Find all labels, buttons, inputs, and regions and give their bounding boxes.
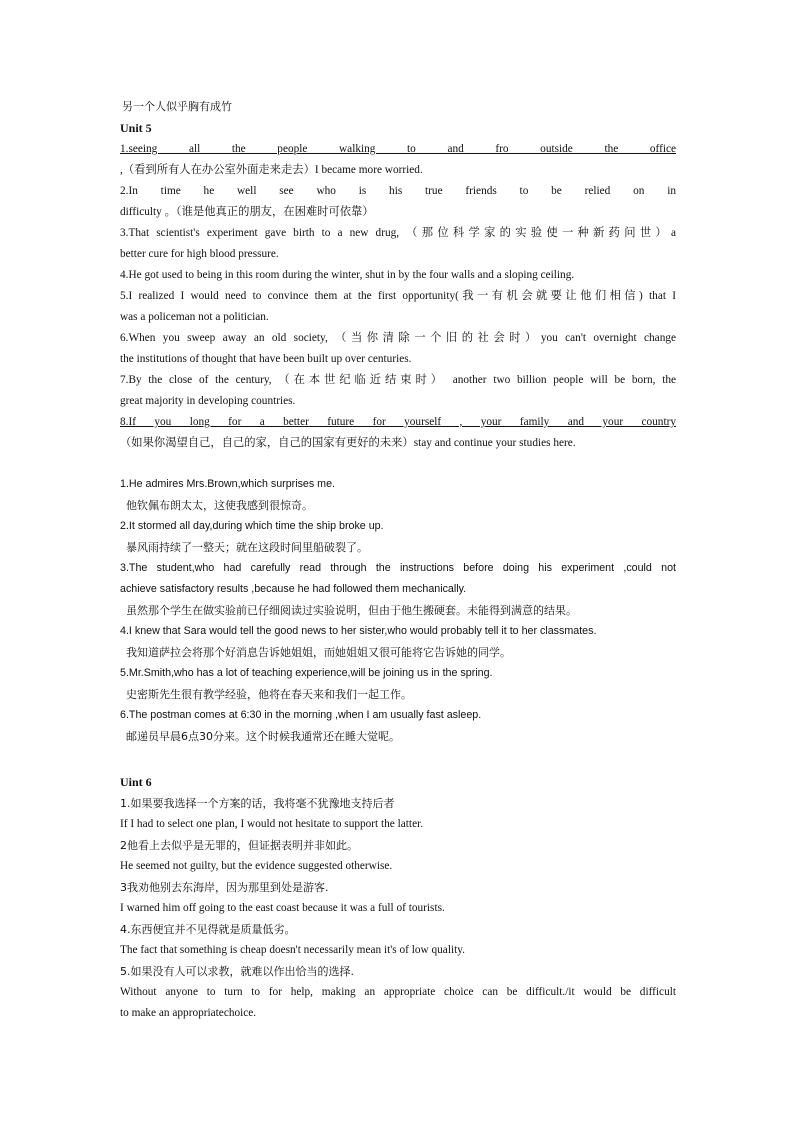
sentence-line: （如果你渴望自己，自己的家，自己的国家有更好的未来）stay and continue your studies here. <box>120 437 576 449</box>
clause-english: 5.Mr.Smith,who has a lot of teaching experience,will be joining us in the spring. <box>120 667 493 679</box>
unit6-translation-list <box>120 793 676 1024</box>
section-gap <box>120 454 676 474</box>
clause-list <box>120 474 676 747</box>
page-content <box>120 96 676 1024</box>
translation-chinese: 2他看上去似乎是无罪的，但证据表明并非如此。 <box>120 839 358 852</box>
translation-english: I warned him off going to the east coast because it was a full of tourists. <box>120 902 445 914</box>
sentence-line: ,（看到所有人在办公室外面走来走去）I became more worried. <box>120 164 423 176</box>
clause-chinese: 他钦佩布朗太太，这使我感到很惊奇。 <box>126 499 313 512</box>
sentence-line: better cure for high blood pressure. <box>120 248 279 260</box>
clause-chinese: 虽然那个学生在做实验前已仔细阅读过实验说明，但由于他生搬硬套。未能得到满意的结果。 <box>126 604 577 617</box>
sentence-line: 4.He got used to being in this room during the winter, shut in by the four walls and a sloping ceiling. <box>120 269 575 281</box>
section-gap <box>120 747 676 771</box>
sentence-line: was a policeman not a politician. <box>120 311 269 323</box>
unit5-sentence-list <box>120 139 676 454</box>
sentence-line: difficulty 。（谁是他真正的朋友，在困难时可依靠） <box>120 206 374 218</box>
translation-chinese: 1.如果要我选择一个方案的话，我将毫不犹豫地支持后者 <box>120 797 395 810</box>
translation-chinese: 4.东西便宜并不见得就是质量低劣。 <box>120 923 296 936</box>
sentence-line: the institutions of thought that have been built up over centuries. <box>120 353 412 365</box>
sentence-line: great majority in developing countries. <box>120 395 296 407</box>
sentence-line: 3.That scientist's experiment gave birth to a new drug, （那位科学家的实验使一种新药问世）a <box>120 227 676 239</box>
sentence-line: 5.I realized I would need to convince them at the first opportunity(我一有机会就要让他们相信) that I <box>120 290 676 302</box>
translation-chinese: 5.如果没有人可以求教，就难以作出恰当的选择. <box>120 965 354 978</box>
translation-english: He seemed not guilty, but the evidence suggested otherwise. <box>120 860 393 872</box>
intro-line: 另一个人似乎胸有成竹 <box>122 100 232 113</box>
clause-chinese: 我知道萨拉会将那个好消息告诉她姐姐，而她姐姐又很可能将它告诉她的同学。 <box>126 646 511 659</box>
clause-english: achieve satisfactory results ,because he had followed them mechanically. <box>120 583 467 595</box>
clause-chinese: 暴风雨持续了一整天；就在这段时间里船破裂了。 <box>126 541 368 554</box>
translation-english: Without anyone to turn to for help, making an appropriate choice can be difficult./it would be difficult <box>120 986 676 998</box>
clause-english: 3.The student,who had carefully read through the instructions before doing his experiment ,could not <box>120 562 676 574</box>
translation-chinese: 3我劝他别去东海岸，因为那里到处是游客. <box>120 881 329 894</box>
unit6-heading: Uint 6 <box>120 775 152 789</box>
clause-english: 2.It stormed all day,during which time the ship broke up. <box>120 520 384 532</box>
translation-english: to make an appropriatechoice. <box>120 1007 257 1019</box>
clause-chinese: 邮递员早晨6点30分来。这个时候我通常还在睡大觉呢。 <box>126 730 400 743</box>
sentence-line: 8.If you long for a better future for yourself , your family and your country <box>120 416 676 428</box>
unit5-heading: Unit 5 <box>120 121 152 135</box>
sentence-line: 7.By the close of the century, （在本世纪临近结束时） another two billion people will be born, the <box>120 374 676 386</box>
clause-english: 4.I knew that Sara would tell the good news to her sister,who would probably tell it to her classmates. <box>120 625 597 637</box>
sentence-line: 6.When you sweep away an old society, （当你清除一个旧的社会时）you can't overnight change <box>120 332 676 344</box>
clause-chinese: 史密斯先生很有教学经验，他将在春天来和我们一起工作。 <box>126 688 412 701</box>
translation-english: If I had to select one plan, I would not hesitate to support the latter. <box>120 818 424 830</box>
translation-english: The fact that something is cheap doesn't necessarily mean it's of low quality. <box>120 944 465 956</box>
clause-english: 6.The postman comes at 6:30 in the morning ,when I am usually fast asleep. <box>120 709 482 721</box>
sentence-line: 1.seeing all the people walking to and fro outside the office <box>120 143 676 155</box>
clause-english: 1.He admires Mrs.Brown,which surprises me. <box>120 478 335 490</box>
sentence-line: 2.In time he well see who is his true friends to be relied on in <box>120 185 676 197</box>
